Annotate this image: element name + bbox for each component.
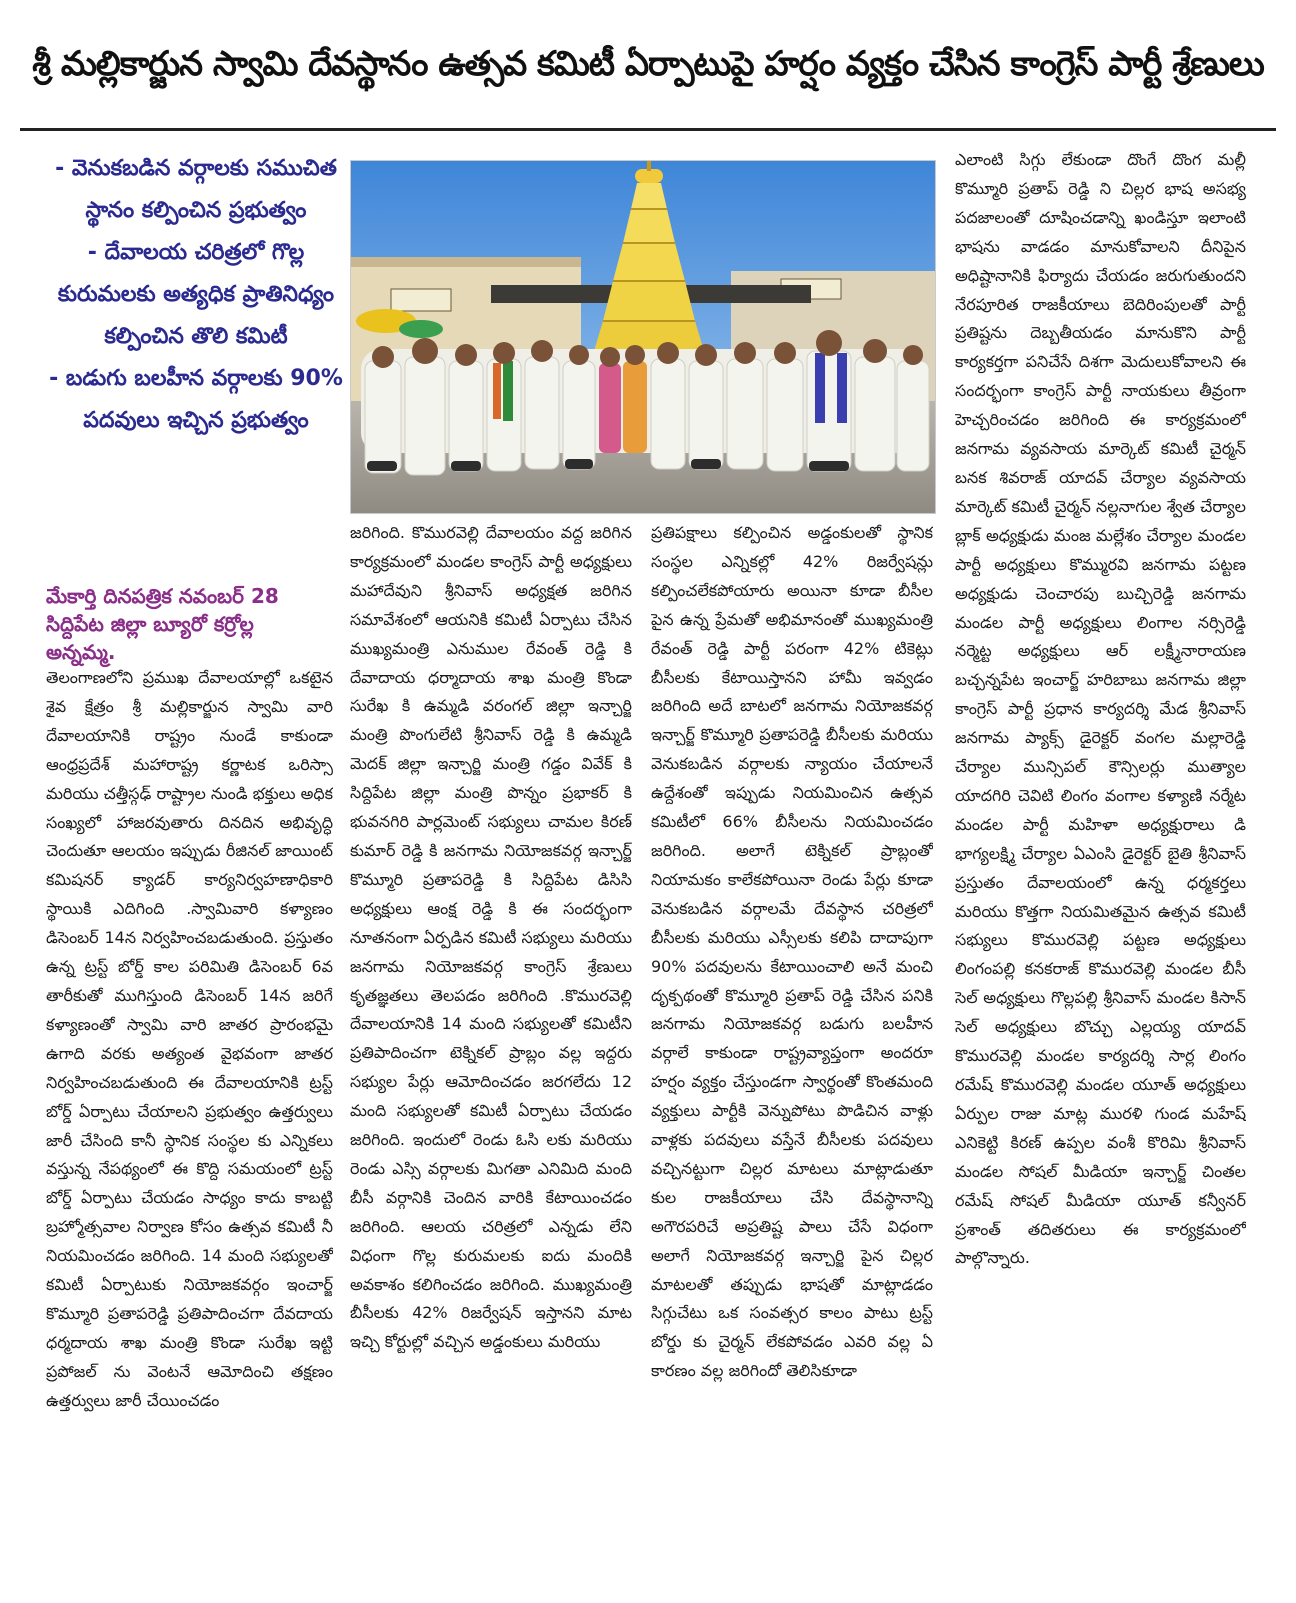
article-text: ప్రతిపక్షాలు కల్పించిన అడ్డంకులతో స్థానిక సంస్థల ఎన్నికల్లో 42% రిజర్వేషన్లు కల్పించలేకపోయారు అయినా కూడా బీసీల పైన ఉన్న ప్రేమతో అభిమానంతో ముఖ్యమంత్రి రేవంత్ రెడ్డి పార్టీ పరంగా 42% టికెట్లు బీసీలకు కేటాయిస్తానని హామీ ఇవ్వడం జరిగింది అదే బాటలో జనగామ నియోజకవర్గ ఇన్చార్జ్ కొమ్మూరి ప్రతాపరెడ్డి బీసీలకు మరియు వెనుకబడిన వర్గాలకు న్యాయం చేయాలనే ఉద్దేశంతో ఇప్పుడు నియమించిన ఉత్సవ కమిటీలో 66% బీసీలను నియమించడం జరిగింది. అలాగే టెక్నికల్ ప్రాబ్లంతో నియామకం కాలేకపోయినా రెండు పేర్లు కూడా వెనుకబడిన వర్గాలమే దేవస్థాన చరిత్రలో బీసీలకు మరియు ఎస్సీలకు కలిపి దాదాపుగా 90% పదవులను కేటాయించాలి అనే మంచి దృక్పథంతో కొమ్మూరి ప్రతాప్ రెడ్డి చేసిన పనికి జనగామ నియోజకవర్గ బడుగు బలహీన వర్గాలే కాకుండా రాష్ట్రవ్యాప్తంగా అందరూ హర్షం వ్యక్తం చేస్తుండగా స్వార్థంతో కొంతమంది వ్యక్తులు పార్టీకి వెన్నుపోటు పొడిచిన వాళ్లు వాళ్లకు పదవులు వస్తేనే బీసీలకు పదవులు వచ్చినట్టుగా చిల్లర మాటలు మాట్లాడుతూ కుల రాజకీయాలు చేసి దేవస్థానాన్ని అగౌరపరిచే అప్రతిష్ట పాలు చేసే విధంగా అలాగే నియోజకవర్గ ఇన్చార్జి పైన చిల్లర మాటలతో తప్పుడు భాషతో మాట్లాడడం సిగ్గుచేటు ఒక సంవత్సర కాలం పాటు ట్రస్ట్ బోర్డు కు చైర్మన్ లేకపోవడం ఎవరి వల్ల ఏ కారణం వల్ల జరిగిందో తెలిసికూడా (651, 523, 933, 1381)
article-text: ఎలాంటి సిగ్గు లేకుండా దొంగే దొంగ మల్లీ కొమ్మూరి ప్రతాప్ రెడ్డి ని చిల్లర భాష అసభ్య పదజాలంతో దూషించడాన్ని ఖండిస్తూ ఇలాంటి భాషను వాడడం మానుకోవాలని దీనిపైన అధిష్టానానికి ఫిర్యాదు చేయడం జరుగుతుందని నేరపూరిత రాజకీయాలు బెదిరింపులతో పార్టీ ప్రతిష్టను దెబ్బతీయడం మానుకొని పార్టీ కార్యకర్తగా పనిచేసే దిశగా మెదులుకోవాలని ఈ సందర్భంగా కాంగ్రెస్ పార్టీ నాయకులు తీవ్రంగా హెచ్చరించడం జరిగింది ఈ కార్యక్రమంలో జనగామ వ్యవసాయ మార్కెట్ కమిటీ చైర్మన్ బనక శివరాజ్ యాదవ్ చేర్యాల వ్యవసాయ మార్కెట్ కమిటీ చైర్మన్ నల్లనాగుల శ్వేత చేర్యాల బ్లాక్ అధ్యక్షుడు మంజ మల్లేశం చేర్యాల మండల పార్టీ అధ్యక్షులు కొమ్మురవి జనగామ పట్టణ అధ్యక్షుడు చెంచారపు బుచ్చిరెడ్డి జనగామ మండల పార్టీ అధ్యక్షులు లింగాల నర్సిరెడ్డి నర్మెట్ట అధ్యక్షులు ఆర్ లక్ష్మీనారాయణ బచ్చన్నపేట ఇంచార్జ్ హరిబాబు జనగామ జిల్లా కాంగ్రెస్ పార్టీ ప్రధాన కార్యదర్శి మేడ శ్రీనివాస్ జనగామ ప్యాక్స్ డైరెక్టర్ వంగల మల్లారెడ్డి చేర్యాల మున్సిపల్ కౌన్సిలర్లు ముత్యాల యాదగిరి చెవిటి లింగం వంగాల కళ్యాణి నర్మేట మండల పార్టీ మహిళా అధ్యక్షురాలు డి భాగ్యలక్ష్మి చేర్యాల ఏఎంసి డైరెక్టర్ బైతి శ్రీనివాస్ ప్రస్తుతం దేవాలయంలో ఉన్న ధర్మకర్తలు మరియు కొత్తగా నియమితమైన ఉత్సవ కమిటీ సభ్యులు కొమురవెల్లి పట్టణ అధ్యక్షులు లింగంపల్లి కనకరాజ్ కొమురవెల్లి మండల బీసీ సెల్ అధ్యక్షులు గొల్లపల్లి శ్రీనివాస్ మండల కిసాన్ సెల్ అధ్యక్షులు బొచ్చు ఎల్లయ్య యాదవ్ కొమురవెల్లి మండల కార్యదర్శి సార్ల లింగం రమేష్ కొమురవెల్లి మండల యూత్ అధ్యక్షులు ఏర్పుల రాజు మాట్ల మురళి గుండ మహేష్ ఎనికెట్టి కిరణ్ ఉప్పల వంశీ కొరిమి శ్రీనివాస్ మండల సోషల్ మీడియా ఇన్చార్జ్ చింతల రమేష్ సోషల్ మీడియా యూత్ కన్వీనర్ ప్రశాంత్ తదితరులు ఈ కార్యక్రమంలో పాల్గొన్నారు. (955, 150, 1246, 1268)
article-text: తెలంగాణలోని ప్రముఖ దేవాలయాల్లో ఒకటైన శైవ క్షేత్రం శ్రీ మల్లికార్జున స్వామి వారి దేవాలయానికి రాష్ట్రం నుండే కాకుండా ఆంధ్రప్రదేశ్ మహారాష్ట్ర కర్ణాటక ఒరిస్సా మరియు చత్తీస్గఢ్ రాష్ట్రాల నుండి భక్తులు అధిక సంఖ్యలో హాజరవుతారు దినదిన అభివృద్ధి చెందుతూ ఆలయం ఇప్పుడు రీజినల్ జాయింట్ కమిషనర్ క్యాడర్ కార్యనిర్వహణాధికారి స్థాయికి ఎదిగింది .స్వామివారి కళ్యాణం డిసెంబర్ 14న నిర్వహించబడుతుంది. ప్రస్తుతం ఉన్న ట్రస్ట్ బోర్డ్ కాల పరిమితి డిసెంబర్ 6వ తారీకుతో ముగిస్తుంది డిసెంబర్ 14న జరిగే కళ్యాణంతో స్వామి వారి జాతర ప్రారంభమై ఉగాది వరకు అత్యంత వైభవంగా జాతర నిర్వహించబడుతుంది ఈ దేవాలయానికి ట్రస్ట్ బోర్డ్ ఏర్పాటు చేయాలని ప్రభుత్వం ఉత్తర్వులు జారీ చేసింది కానీ స్థానిక సంస్థల కు ఎన్నికలు వస్తున్న నేపథ్యంలో ఈ కొద్ది సమయంలో ట్రస్ట్ బోర్డ్ ఏర్పాటు చేయడం సాధ్యం కాదు కాబట్టి బ్రహ్మోత్సవాల నిర్వాణ కోసం ఉత్సవ కమిటీ నీ నియమించడం జరిగింది. 14 మంది సభ్యులతో కమిటీ ఏర్పాటుకు నియోజకవర్గం ఇంచార్జ్ కొమ్మూరి ప్రతాపరెడ్డి ప్రతిపాదించగా దేవదాయ ధర్మదాయ శాఖ మంత్రి కొండా సురేఖ ఇట్టి ప్రపోజల్ ను వెంటనే ఆమోదించి తక్షణం ఉత్తర్వులు జారీ చేయించడం (46, 668, 333, 1410)
article-column-3 (651, 519, 933, 1590)
article-column-1 (46, 664, 333, 1590)
headline-divider (20, 128, 1276, 131)
left-building-roof (351, 257, 581, 267)
highlight-item: - దేవాలయ చరిత్రలో గొల్ల కురుమలకు అత్యధిక ప్రాతినిధ్యం కల్పించిన తొలి కమిటీ (57, 240, 335, 349)
article-column-2 (350, 519, 632, 1590)
highlight-item: - వెనుకబడిన వర్గాలకు సముచిత స్థానం కల్పించిన ప్రభుత్వం (55, 156, 337, 223)
left-signboard (391, 289, 451, 311)
headline: శ్రీ మల్లికార్జున స్వామి దేవస్థానం ఉత్సవ కమిటీ ఏర్పాటుపై హర్షం వ్యక్తం చేసిన కాంగ్రెస్ పార్టీ శ్రేణులు (32, 44, 1264, 84)
byline: మేకార్తి దినపత్రిక నవంబర్ 28 సిద్దిపేట జిల్లా బ్యూరో కర్రోల్ల అన్నమ్మ. (46, 584, 279, 664)
article-text: జరిగింది. కొమురవెల్లి దేవాలయం వద్ద జరిగిన కార్యక్రమంలో మండల కాంగ్రెస్ పార్టీ అధ్యక్షులు మహాదేవుని శ్రీనివాస్ అధ్యక్షత జరిగిన సమావేశంలో ఆయనికి కమిటీ ఏర్పాటు చేసిన ముఖ్యమంత్రి ఎనుముల రేవంత్ రెడ్డి కి దేవాదాయ ధర్మాదాయ శాఖ మంత్రి కొండా సురేఖ కి ఉమ్మడి వరంగల్ జిల్లా ఇన్చార్జి మంత్రి పొంగులేటి శ్రీనివాస్ రెడ్డి కి ఉమ్మడి మెదక్ జిల్లా ఇన్చార్జి మంత్రి గడ్డం వివేక్ కి సిద్దిపేట జిల్లా మంత్రి పొన్నం ప్రభాకర్ కి భువనగిరి పార్లమెంట్ సభ్యులు చామల కిరణ్ కుమార్ రెడ్డి కి జనగామ నియోజకవర్గ ఇన్చార్జ్ కొమ్మూరి ప్రతాపరెడ్డి కి సిద్దిపేట డిసిసి అధ్యక్షులు ఆంక్ష రెడ్డి కి ఈ సందర్భంగా నూతనంగా ఏర్పడిన కమిటీ సభ్యులు మరియు జనగామ నియోజకవర్గ కాంగ్రెస్ శ్రేణులు కృతజ్ఞతలు తెలపడం జరిగింది .కొమురవెల్లి దేవాలయానికి 14 మంది సభ్యులతో కమిటీని ప్రతిపాదించగా టెక్నికల్ ప్రాబ్లం వల్ల ఇద్దరు సభ్యుల పేర్లు ఆమోదించడం జరగలేదు 12 మంది సభ్యులతో కమిటీ ఏర్పాటు చేయడం జరిగింది. ఇందులో రెండు ఓసి లకు మరియు రెండు ఎస్సి వర్గాలకు మిగతా ఎనిమిది మంది బీసీ వర్గానికి చెందిన వారికి కేటాయించడం జరిగింది. ఆలయ చరిత్రలో ఎన్నడు లేని విధంగా గొల్ల కురుమలకు ఐదు మందికి అవకాశం కలిగించడం జరిగింది. ముఖ్యమంత్రి బీసీలకు 42% రిజర్వేషన్ ఇస్తానని మాట ఇచ్చి కోర్టుల్లో వచ్చిన అడ్డంకులు మరియు (350, 523, 632, 1352)
temple-group-photo (350, 160, 936, 514)
highlights (46, 148, 346, 442)
highlight-item: - బడుగు బలహీన వర్గాలకు 90% పదవులు ఇచ్చిన ప్రభుత్వం (49, 366, 343, 433)
article-column-4 (955, 146, 1246, 1542)
